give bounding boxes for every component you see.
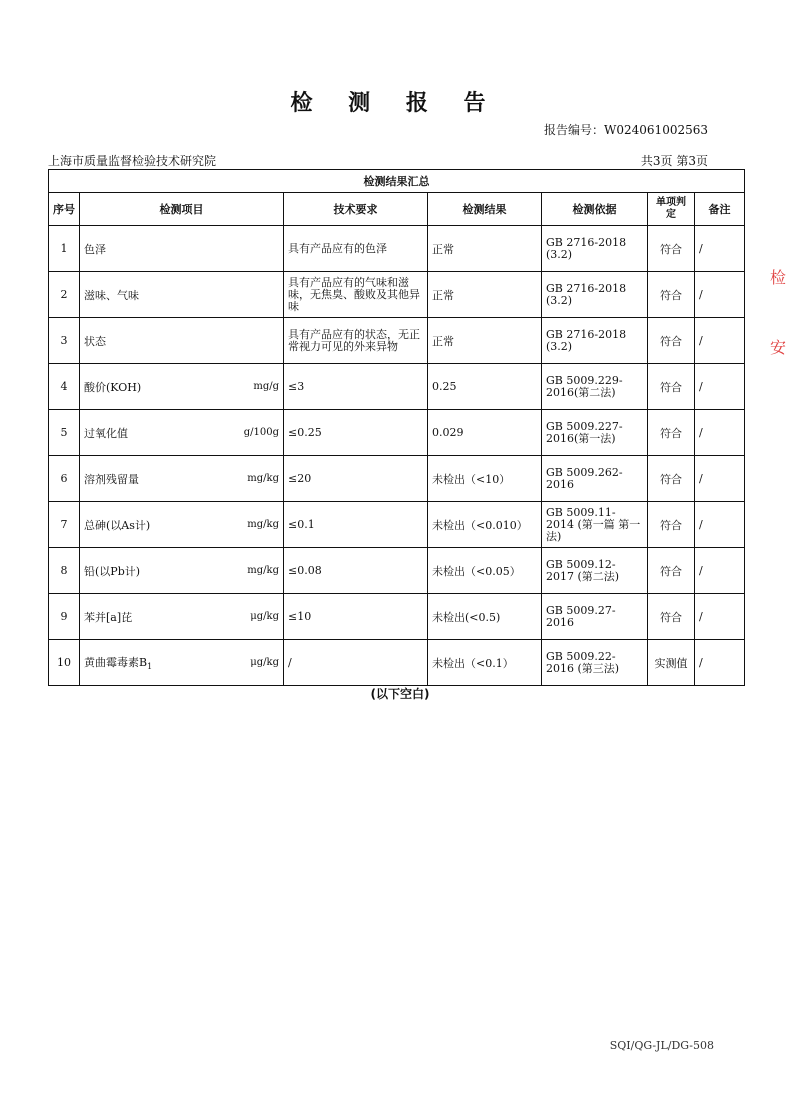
technical-requirement: / — [284, 640, 428, 686]
row-number: 8 — [49, 548, 80, 594]
test-result: 0.029 — [428, 410, 542, 456]
test-item-cell — [80, 318, 284, 364]
test-item-name — [84, 241, 106, 257]
test-item-name — [84, 517, 150, 533]
technical-requirement: ≤0.25 — [284, 410, 428, 456]
test-result: 未检出（<0.1） — [428, 640, 542, 686]
page-indicator: 共3页 第3页 — [640, 154, 708, 168]
technical-requirement: 具有产品应有的状态，无正常视力可见的外来异物 — [284, 318, 428, 364]
test-basis: GB 5009.27-2016 — [542, 594, 648, 640]
test-item-cell — [80, 410, 284, 456]
table-row — [49, 456, 745, 502]
test-item-name — [84, 609, 132, 625]
test-item-text: 黄曲霉毒素B — [84, 655, 148, 669]
row-number: 3 — [49, 318, 80, 364]
technical-requirement: ≤0.08 — [284, 548, 428, 594]
table-row — [49, 548, 745, 594]
test-item-cell — [80, 594, 284, 640]
row-number: 6 — [49, 456, 80, 502]
test-item-text: 总砷(以As计) — [84, 518, 151, 532]
test-item-unit: mg/g — [253, 381, 279, 392]
test-item-unit: μg/kg — [250, 657, 279, 668]
test-result: 未检出（<0.05） — [428, 548, 542, 594]
test-item-cell — [80, 502, 284, 548]
remark: / — [695, 640, 745, 686]
test-item-text: 溶剂残留量 — [84, 472, 139, 486]
table-row — [49, 364, 745, 410]
column-header-verdict: 单项判定 — [648, 193, 695, 226]
test-item-cell — [80, 456, 284, 502]
remark: / — [695, 594, 745, 640]
remark: / — [695, 456, 745, 502]
test-item-unit: μg/kg — [250, 611, 279, 622]
table-row — [49, 594, 745, 640]
column-header-result: 检测结果 — [428, 193, 542, 226]
test-item-text: 状态 — [84, 334, 106, 348]
test-result: 0.25 — [428, 364, 542, 410]
column-header-item: 检测项目 — [80, 193, 284, 226]
test-item-name — [84, 654, 152, 671]
test-result: 未检出(<0.5) — [428, 594, 542, 640]
table-row — [49, 272, 745, 318]
table-caption-row — [49, 170, 745, 193]
technical-requirement: 具有产品应有的色泽 — [284, 226, 428, 272]
test-item-cell — [80, 548, 284, 594]
report-number: 报告编号：W024061002563 — [544, 123, 708, 137]
test-item-unit: mg/kg — [247, 473, 279, 484]
remark: / — [695, 318, 745, 364]
test-basis: GB 5009.22-2016 (第三法) — [542, 640, 648, 686]
row-number: 1 — [49, 226, 80, 272]
test-item-cell — [80, 272, 284, 318]
table-caption: 检测结果汇总 — [49, 170, 745, 193]
technical-requirement: 具有产品应有的气味和滋味，无焦臭、酸败及其他异味 — [284, 272, 428, 318]
remark: / — [695, 502, 745, 548]
technical-requirement: ≤3 — [284, 364, 428, 410]
test-basis: GB 2716-2018 (3.2) — [542, 318, 648, 364]
test-item-text: 过氧化值 — [84, 426, 128, 440]
row-number: 7 — [49, 502, 80, 548]
test-basis: GB 5009.262-2016 — [542, 456, 648, 502]
stamp-fragment: 检 — [769, 268, 786, 287]
test-result: 未检出（<10） — [428, 456, 542, 502]
report-title: 检 测 报 告 — [290, 91, 500, 116]
verdict: 符合 — [648, 594, 695, 640]
test-basis: GB 5009.12-2017 (第二法) — [542, 548, 648, 594]
column-header-no: 序号 — [49, 193, 80, 226]
organization-name: 上海市质量监督检验技术研究院 — [48, 154, 217, 168]
verdict: 符合 — [648, 364, 695, 410]
item-subscript: 1 — [147, 662, 153, 672]
test-item-text: 苯并[a]芘 — [84, 610, 133, 624]
blank-below-note: (以下空白) — [370, 687, 430, 701]
results-table — [48, 169, 745, 686]
row-number: 10 — [49, 640, 80, 686]
test-result: 未检出（<0.010） — [428, 502, 542, 548]
verdict: 符合 — [648, 456, 695, 502]
verdict: 符合 — [648, 318, 695, 364]
test-result: 正常 — [428, 318, 542, 364]
remark: / — [695, 410, 745, 456]
test-item-text: 酸价(KOH) — [84, 380, 142, 394]
test-item-text: 色泽 — [84, 242, 106, 256]
test-item-cell — [80, 364, 284, 410]
table-row — [49, 226, 745, 272]
verdict: 符合 — [648, 548, 695, 594]
test-result: 正常 — [428, 226, 542, 272]
row-number: 9 — [49, 594, 80, 640]
remark: / — [695, 364, 745, 410]
test-item-name — [84, 563, 140, 579]
column-header-requirement: 技术要求 — [284, 193, 428, 226]
row-number: 2 — [49, 272, 80, 318]
technical-requirement: ≤10 — [284, 594, 428, 640]
test-item-name — [84, 287, 139, 303]
remark: / — [695, 272, 745, 318]
verdict: 符合 — [648, 272, 695, 318]
verdict: 符合 — [648, 226, 695, 272]
table-row — [49, 640, 745, 686]
test-item-text: 滋味、气味 — [84, 288, 139, 302]
row-number: 5 — [49, 410, 80, 456]
test-item-cell — [80, 226, 284, 272]
test-item-name — [84, 471, 139, 487]
column-header-remark: 备注 — [695, 193, 745, 226]
test-basis: GB 2716-2018 (3.2) — [542, 226, 648, 272]
test-item-name — [84, 333, 106, 349]
stamp-fragment: 安 — [769, 338, 786, 357]
test-item-text: 铅(以Pb计) — [84, 564, 141, 578]
technical-requirement: ≤20 — [284, 456, 428, 502]
test-item-unit: g/100g — [243, 427, 279, 438]
table-row — [49, 410, 745, 456]
test-item-name — [84, 425, 128, 441]
verdict: 实测值 — [648, 640, 695, 686]
remark: / — [695, 548, 745, 594]
table-header-row — [49, 193, 745, 226]
verdict: 符合 — [648, 502, 695, 548]
test-item-cell — [80, 640, 284, 686]
test-basis: GB 2716-2018 (3.2) — [542, 272, 648, 318]
test-result: 正常 — [428, 272, 542, 318]
remark: / — [695, 226, 745, 272]
technical-requirement: ≤0.1 — [284, 502, 428, 548]
test-basis: GB 5009.227-2016(第一法) — [542, 410, 648, 456]
table-row — [49, 318, 745, 364]
test-basis: GB 5009.11-2014 (第一篇 第一法) — [542, 502, 648, 548]
test-item-unit: mg/kg — [247, 565, 279, 576]
verdict: 符合 — [648, 410, 695, 456]
test-item-name — [84, 379, 141, 395]
test-item-unit: mg/kg — [247, 519, 279, 530]
table-row — [49, 502, 745, 548]
test-basis: GB 5009.229-2016(第二法) — [542, 364, 648, 410]
column-header-basis: 检测依据 — [542, 193, 648, 226]
row-number: 4 — [49, 364, 80, 410]
form-code: SQI/QG-JL/DG-508 — [609, 1039, 714, 1052]
